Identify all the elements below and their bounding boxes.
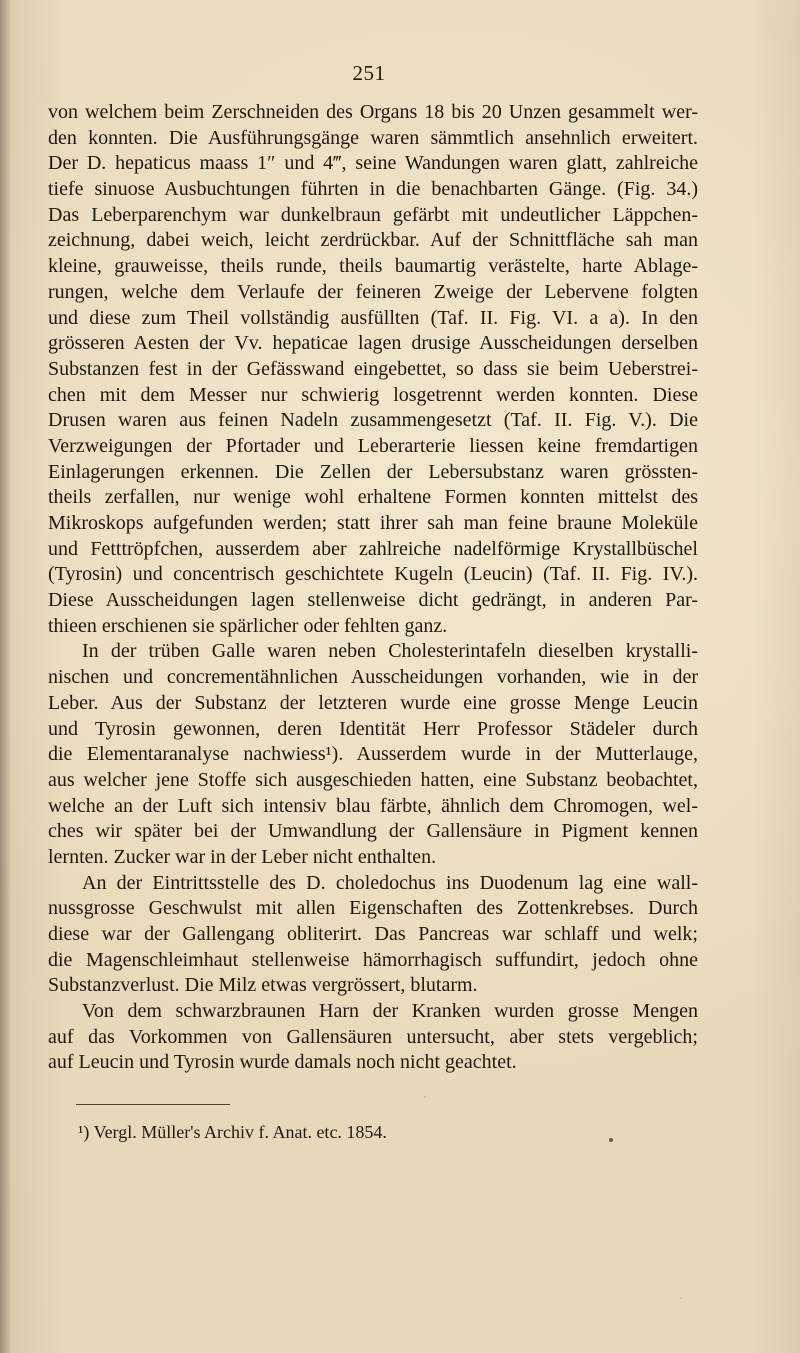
text-line-27: aus welcher jene Stoffe sich ausgeschieden hatten, eine Substanz beobachtet, [48, 768, 698, 791]
text-line-11: Substanzen fest in der Gefässwand eingebettet, so dass sie beim Ueberstrei- [48, 357, 698, 380]
text-line-19: (Tyrosin) und concentrisch geschichtete Kugeln (Leucin) (Taf. II. Fig. IV.). [48, 563, 698, 586]
text-line-31: An der Eintrittsstelle des D. choledochus ins Duodenum lag eine wall- [82, 871, 698, 894]
paper-speck [424, 1096, 426, 1098]
text-line-24: Leber. Aus der Substanz der letzteren wurde eine grosse Menge Leucin [48, 691, 698, 714]
page-number: 251 [352, 61, 386, 85]
text-line-2: den konnten. Die Ausführungsgänge waren sämmtlich ansehnlich erweitert. [48, 126, 698, 149]
footnote-divider [76, 1104, 230, 1105]
paper-speck [680, 1297, 682, 1299]
text-line-13: Drusen waren aus feinen Nadeln zusammengesetzt (Taf. II. Fig. V.). Die [48, 409, 698, 432]
text-line-9: und diese zum Theil vollständig ausfüllten (Taf. II. Fig. VI. a a). In den [48, 306, 698, 329]
text-line-17: Mikroskops aufgefunden werden; statt ihrer sah man feine braune Moleküle [48, 512, 698, 534]
text-line-7: kleine, grauweisse, theils runde, theils baumartig verästelte, harte Ablage- [48, 255, 698, 278]
text-line-10: grösseren Aesten der Vv. hepaticae lagen drusige Ausscheidungen derselben [48, 332, 698, 355]
text-line-18: und Fetttröpfchen, ausserdem aber zahlreiche nadelförmige Krystallbüschel [48, 537, 698, 560]
text-line-5: Das Leberparenchym war dunkelbraun gefärbt mit undeutlicher Läppchen- [48, 203, 698, 226]
footnote: ¹) Vergl. Müller's Archiv f. Anat. etc. 1854. [78, 1122, 387, 1142]
text-line-15: Einlagerungen erkennen. Die Zellen der Lebersubstanz waren grössten- [48, 460, 698, 483]
text-line-21: thieen erschienen sie spärlicher oder fehlten ganz. [48, 614, 448, 637]
text-line-23: nischen und concrementähnlichen Ausscheidungen vorhanden, wie in der [48, 666, 698, 689]
paper-speck [609, 1138, 613, 1142]
text-line-8: rungen, welche dem Verlaufe der feineren Zweige der Lebervene folgten [48, 280, 698, 303]
text-line-37: auf das Vorkommen von Gallensäuren untersucht, aber stets vergeblich; [48, 1025, 698, 1048]
body-text [48, 100, 698, 1076]
text-line-35: Substanzverlust. Die Milz etwas vergrössert, blutarm. [48, 974, 478, 997]
text-line-26: die Elementaranalyse nachwiess¹). Ausserdem wurde in der Mutterlauge, [48, 743, 698, 766]
text-line-4: tiefe sinuose Ausbuchtungen führten in die benachbarten Gänge. (Fig. 34.) [48, 178, 698, 201]
text-line-12: chen mit dem Messer nur schwierig losgetrennt werden konnten. Diese [48, 383, 698, 406]
text-line-29: ches wir später bei der Umwandlung der Gallensäure in Pigment kennen [48, 820, 698, 843]
text-line-22: In der trüben Galle waren neben Cholesterintafeln dieselben krystalli- [82, 640, 698, 663]
text-line-25: und Tyrosin gewonnen, deren Identität Herr Professor Städeler durch [48, 717, 698, 740]
spine-shadow [0, 0, 10, 1353]
text-line-1: von welchem beim Zerschneiden des Organs 18 bis 20 Unzen gesammelt wer- [48, 101, 698, 123]
text-line-30: lernten. Zucker war in der Leber nicht enthalten. [48, 845, 437, 868]
text-line-28: welche an der Luft sich intensiv blau färbte, ähnlich dem Chromogen, wel- [48, 794, 698, 817]
text-line-3: Der D. hepaticus maass 1″ und 4‴, seine Wandungen waren glatt, zahlreiche [48, 152, 698, 175]
text-line-34: die Magenschleimhaut stellenweise hämorrhagisch suffundirt, jedoch ohne [48, 948, 698, 971]
text-line-32: nussgrosse Geschwulst mit allen Eigenschaften des Zottenkrebses. Durch [48, 897, 698, 920]
text-line-33: diese war der Gallengang obliterirt. Das Pancreas war schlaff und welk; [48, 923, 698, 945]
text-line-36: Von dem schwarzbraunen Harn der Kranken wurden grosse Mengen [82, 1000, 698, 1023]
text-line-14: Verzweigungen der Pfortader und Leberarterie liessen keine fremdartigen [48, 434, 698, 457]
text-line-6: zeichnung, dabei weich, leicht zerdrückbar. Auf der Schnittfläche sah man [48, 229, 698, 252]
text-line-38: auf Leucin und Tyrosin wurde damals noch nicht geachtet. [48, 1051, 517, 1074]
text-line-16: theils zerfallen, nur wenige wohl erhaltene Formen konnten mittelst des [48, 486, 698, 509]
text-line-20: Diese Ausscheidungen lagen stellenweise dicht gedrängt, in anderen Par- [48, 589, 698, 612]
